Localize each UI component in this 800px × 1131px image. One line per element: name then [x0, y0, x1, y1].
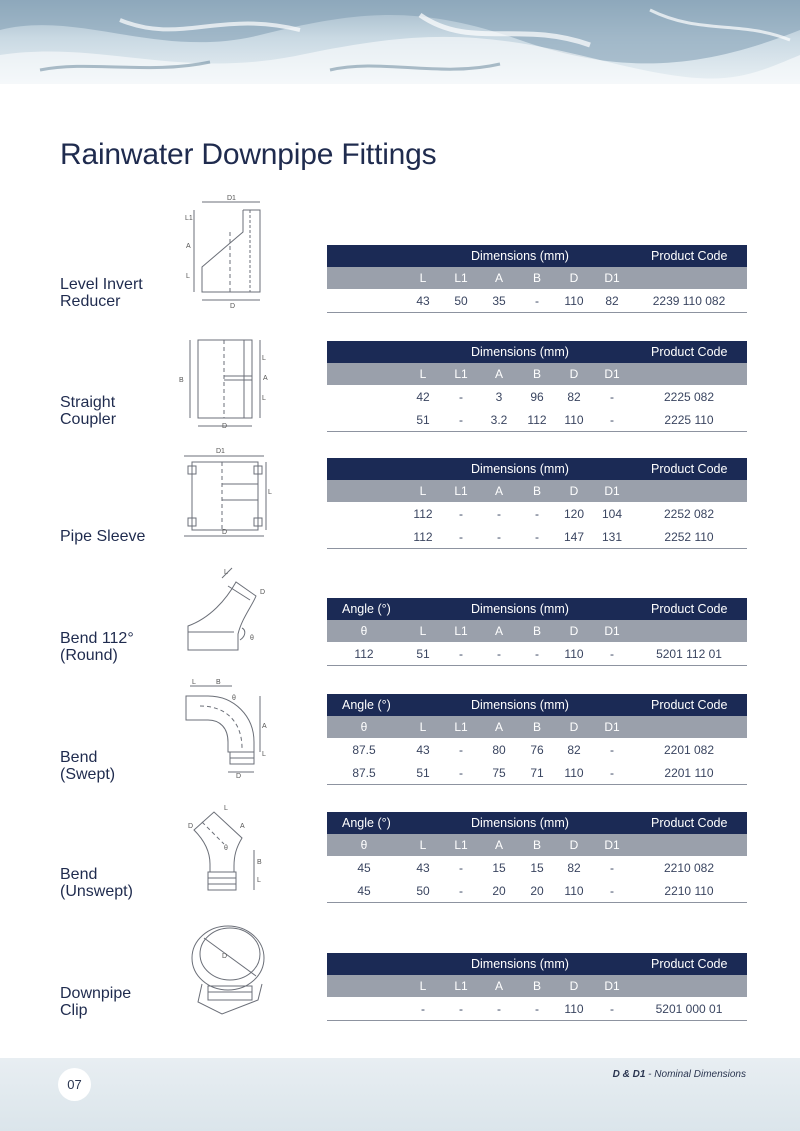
column-header: D1	[604, 484, 620, 498]
column-header: B	[532, 838, 542, 852]
diagram-label: A	[262, 723, 267, 730]
table-rule	[327, 312, 747, 313]
coupler-diagram	[176, 332, 276, 430]
diagram-label: L	[262, 395, 266, 402]
product-code-cell: 5201 000 01	[655, 1002, 723, 1016]
cell: -	[459, 390, 463, 404]
angle-header: Angle (°)	[342, 698, 391, 712]
column-header: D1	[604, 624, 620, 638]
diagram-label: D	[188, 823, 194, 830]
diagram-label: θ	[250, 635, 254, 642]
bend-unswept-diagram	[180, 802, 270, 904]
column-header: D	[569, 624, 579, 638]
diagram-label: θ	[232, 695, 236, 702]
diagram-label: L	[192, 679, 196, 686]
cell: 20	[530, 884, 544, 898]
cell: 110	[564, 766, 584, 780]
cell: 43	[416, 294, 430, 308]
cell: 104	[601, 507, 623, 521]
product-name	[60, 630, 134, 664]
cell: 75	[492, 766, 506, 780]
cell: -	[610, 743, 614, 757]
cell: 82	[567, 390, 581, 404]
cell: 3	[495, 390, 503, 404]
cell: 51	[416, 413, 430, 427]
column-header: D1	[604, 838, 620, 852]
column-header: A	[494, 367, 504, 381]
table-row	[327, 642, 747, 665]
table-row	[327, 502, 747, 525]
diagram-label: D	[260, 589, 266, 596]
column-header: D	[569, 484, 579, 498]
table-row	[327, 289, 747, 312]
column-header: L	[419, 979, 427, 993]
table-row	[327, 525, 747, 548]
column-header: B	[532, 271, 542, 285]
cell: 51	[416, 647, 430, 661]
cell: 82	[605, 294, 619, 308]
cell: -	[610, 647, 614, 661]
diagram-label: B	[179, 377, 184, 384]
spec-table	[327, 694, 747, 785]
cell: 20	[492, 884, 506, 898]
column-header-row	[327, 620, 747, 642]
product-code-header: Product Code	[651, 957, 728, 971]
column-header: L1	[454, 720, 468, 734]
cell: -	[535, 1002, 539, 1016]
cell: -	[421, 1002, 425, 1016]
column-header: θ	[360, 838, 368, 852]
cell: -	[497, 647, 501, 661]
diagram-label: L	[268, 489, 272, 496]
spec-table	[327, 953, 747, 1021]
product-code-header: Product Code	[651, 602, 728, 616]
product-code-header: Product Code	[651, 345, 728, 359]
column-header: D1	[604, 367, 620, 381]
cell: 112	[354, 647, 374, 661]
product-code-header: Product Code	[651, 249, 728, 263]
cell: -	[459, 861, 463, 875]
cell: 110	[564, 884, 584, 898]
cell: 45	[357, 861, 371, 875]
diagram-label: L	[262, 355, 266, 362]
column-header: D	[569, 720, 579, 734]
column-header: D1	[604, 271, 620, 285]
table-header	[327, 953, 747, 975]
cell: 96	[530, 390, 544, 404]
cell: 76	[530, 743, 544, 757]
cell: -	[497, 507, 501, 521]
cell: -	[459, 766, 463, 780]
column-header: D	[569, 979, 579, 993]
product-name-line: (Swept)	[60, 766, 116, 783]
product-name	[60, 276, 143, 310]
column-header: L1	[454, 484, 468, 498]
table-row	[327, 385, 747, 408]
product-name-line: Level Invert	[60, 276, 143, 293]
table-header	[327, 694, 747, 716]
cell: -	[459, 1002, 463, 1016]
diagram-label: A	[186, 243, 191, 250]
column-header: A	[494, 720, 504, 734]
cell: 147	[563, 530, 585, 544]
angle-header: Angle (°)	[342, 816, 391, 830]
cell: 51	[416, 766, 430, 780]
product-name-line: Straight	[60, 394, 116, 411]
product-code-cell: 2239 110 082	[652, 294, 726, 308]
cell: -	[459, 884, 463, 898]
column-header: B	[532, 720, 542, 734]
table-rule	[327, 1020, 747, 1021]
product-name-line: Clip	[60, 1002, 88, 1019]
product-name-line: Downpipe	[60, 985, 132, 1002]
cell: -	[497, 1002, 501, 1016]
product-name-line: Bend	[60, 749, 98, 766]
cell: 112	[413, 507, 433, 521]
table-rule	[327, 431, 747, 432]
footnote-text: - Nominal Dimensions	[645, 1069, 746, 1080]
cell: 82	[567, 743, 581, 757]
table-row	[327, 997, 747, 1020]
dimensions-header: Dimensions (mm)	[471, 602, 569, 616]
cell: 43	[416, 743, 430, 757]
diagram-label: D	[222, 423, 228, 430]
water-banner-image	[0, 0, 800, 84]
diagram-label: L	[262, 751, 266, 758]
cell: 43	[416, 861, 430, 875]
cell: -	[610, 766, 614, 780]
cell: -	[535, 647, 539, 661]
cell: 110	[564, 413, 584, 427]
spec-table	[327, 812, 747, 903]
cell: -	[610, 861, 614, 875]
cell: -	[610, 1002, 614, 1016]
product-name-line: Bend	[60, 866, 98, 883]
page-number: 07	[58, 1068, 91, 1101]
cell: 112	[413, 530, 433, 544]
cell: -	[610, 413, 614, 427]
table-rule	[327, 784, 747, 785]
page-title: Rainwater Downpipe Fittings	[60, 138, 437, 171]
column-header: A	[494, 838, 504, 852]
cell: -	[610, 390, 614, 404]
diagram-label: B	[216, 679, 221, 686]
product-name-line: Reducer	[60, 293, 121, 310]
column-header: L	[419, 484, 427, 498]
table-row	[327, 761, 747, 784]
table-header	[327, 598, 747, 620]
cell: -	[535, 294, 539, 308]
bend-round-diagram	[180, 562, 270, 660]
table-row	[327, 738, 747, 761]
reducer-diagram	[180, 192, 280, 310]
column-header: B	[532, 484, 542, 498]
cell: 15	[492, 861, 506, 875]
diagram-label: L	[186, 273, 190, 280]
footnote	[613, 1069, 746, 1080]
column-header: L	[419, 624, 427, 638]
cell: 87.5	[352, 766, 376, 780]
column-header: A	[494, 271, 504, 285]
cell: 3.2	[490, 413, 508, 427]
product-code-cell: 2252 082	[663, 507, 715, 521]
cell: 35	[492, 294, 506, 308]
column-header: D	[569, 271, 579, 285]
column-header: D	[569, 838, 579, 852]
cell: 112	[527, 413, 547, 427]
diagram-label: L	[257, 877, 261, 884]
table-row	[327, 408, 747, 431]
column-header: B	[532, 979, 542, 993]
product-name-line: Coupler	[60, 411, 117, 428]
product-name	[60, 394, 116, 428]
column-header: θ	[360, 624, 368, 638]
column-header: B	[532, 624, 542, 638]
product-code-cell: 2225 082	[663, 390, 715, 404]
column-header: L1	[454, 838, 468, 852]
cell: 110	[564, 294, 584, 308]
cell: 50	[454, 294, 468, 308]
diagram-label: D	[222, 529, 228, 536]
cell: 87.5	[352, 743, 376, 757]
column-header: A	[494, 484, 504, 498]
column-header: A	[494, 624, 504, 638]
column-header-row	[327, 480, 747, 502]
clip-diagram	[184, 918, 280, 1020]
cell: -	[535, 530, 539, 544]
product-name-line: Pipe Sleeve	[60, 528, 146, 545]
diagram-label: D	[230, 303, 236, 310]
diagram-label: D1	[227, 195, 236, 202]
column-header: L	[419, 838, 427, 852]
column-header: B	[532, 367, 542, 381]
dimensions-header: Dimensions (mm)	[471, 249, 569, 263]
product-name-line: (Unswept)	[60, 883, 133, 900]
table-rule	[327, 665, 747, 666]
column-header-row	[327, 716, 747, 738]
diagram-label: B	[257, 859, 262, 866]
product-code-cell: 2201 110	[664, 766, 714, 780]
product-code-header: Product Code	[651, 698, 728, 712]
column-header-row	[327, 834, 747, 856]
product-name	[60, 528, 145, 545]
column-header: L1	[454, 624, 468, 638]
cell: 80	[492, 743, 506, 757]
spec-table	[327, 341, 747, 432]
table-rule	[327, 902, 747, 903]
diagram-label: A	[263, 375, 268, 382]
column-header-row	[327, 975, 747, 997]
diagram-label: L1	[185, 215, 193, 222]
cell: 82	[567, 861, 581, 875]
cell: 50	[416, 884, 430, 898]
product-code-cell: 2201 082	[663, 743, 715, 757]
table-header	[327, 812, 747, 834]
sleeve-diagram	[176, 444, 276, 548]
dimensions-header: Dimensions (mm)	[471, 816, 569, 830]
diagram-label: D	[236, 773, 242, 780]
cell: 42	[416, 390, 430, 404]
product-code-cell: 2225 110	[664, 413, 714, 427]
cell: -	[459, 647, 463, 661]
product-code-cell: 5201 112 01	[656, 647, 722, 661]
dimensions-header: Dimensions (mm)	[471, 462, 569, 476]
column-header: D1	[604, 979, 620, 993]
cell: 15	[530, 861, 544, 875]
table-rule	[327, 548, 747, 549]
table-row	[327, 856, 747, 879]
dimensions-header: Dimensions (mm)	[471, 698, 569, 712]
footnote-key: D & D1	[612, 1069, 646, 1080]
table-header	[327, 341, 747, 363]
dimensions-header: Dimensions (mm)	[471, 957, 569, 971]
diagram-label: A	[240, 823, 245, 830]
product-code-cell: 2210 082	[663, 861, 715, 875]
bend-swept-diagram	[178, 676, 278, 780]
product-code-header: Product Code	[651, 816, 728, 830]
column-header: D1	[604, 720, 620, 734]
cell: -	[535, 507, 539, 521]
column-header: L	[419, 720, 427, 734]
cell: 131	[601, 530, 623, 544]
diagram-label: D1	[216, 448, 225, 455]
diagram-label: D	[222, 953, 228, 960]
table-header	[327, 245, 747, 267]
spec-table	[327, 245, 747, 313]
spec-table	[327, 458, 747, 549]
cell: 45	[357, 884, 371, 898]
cell: 110	[564, 1002, 584, 1016]
product-code-cell: 2210 110	[664, 884, 714, 898]
diagram-label: L	[224, 569, 228, 576]
cell: -	[459, 530, 463, 544]
column-header: L1	[454, 367, 468, 381]
cell: -	[459, 413, 463, 427]
cell: 120	[563, 507, 585, 521]
product-name	[60, 749, 115, 783]
cell: -	[459, 507, 463, 521]
column-header: A	[494, 979, 504, 993]
diagram-label: L	[224, 805, 228, 812]
diagram-label: θ	[224, 845, 228, 852]
cell: -	[497, 530, 501, 544]
column-header-row	[327, 363, 747, 385]
column-header: θ	[360, 720, 368, 734]
angle-header: Angle (°)	[342, 602, 391, 616]
table-header	[327, 458, 747, 480]
product-name-line: Bend 112°	[60, 630, 134, 647]
column-header: D	[569, 367, 579, 381]
cell: 71	[530, 766, 544, 780]
column-header-row	[327, 267, 747, 289]
spec-table	[327, 598, 747, 666]
table-row	[327, 879, 747, 902]
product-name	[60, 866, 133, 900]
cell: 110	[564, 647, 584, 661]
product-name	[60, 985, 131, 1019]
cell: -	[459, 743, 463, 757]
product-code-cell: 2252 110	[664, 530, 714, 544]
product-code-header: Product Code	[651, 462, 728, 476]
column-header: L	[419, 271, 427, 285]
cell: -	[610, 884, 614, 898]
header-banner	[0, 0, 800, 84]
column-header: L	[419, 367, 427, 381]
dimensions-header: Dimensions (mm)	[471, 345, 569, 359]
column-header: L1	[454, 979, 468, 993]
column-header: L1	[454, 271, 468, 285]
product-name-line: (Round)	[60, 647, 118, 664]
